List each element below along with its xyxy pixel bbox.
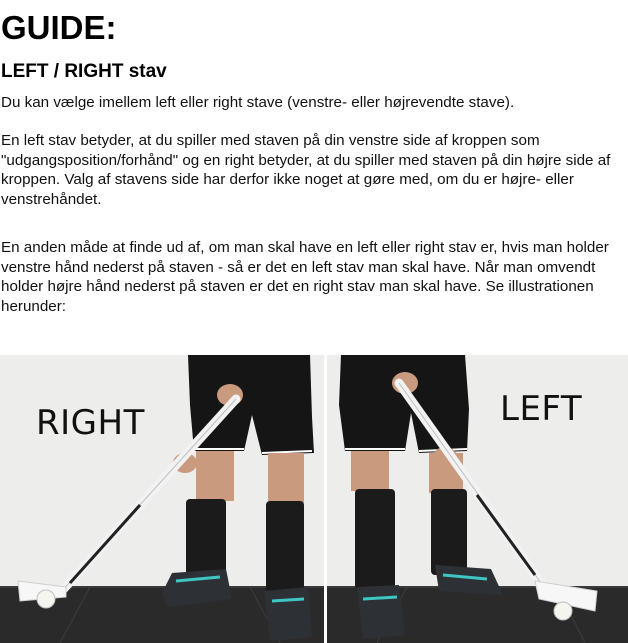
section-subtitle: LEFT / RIGHT stav	[1, 61, 167, 82]
shoe-left	[357, 585, 405, 639]
stick-illustration	[0, 355, 628, 643]
sock-left	[186, 499, 226, 579]
label-right: RIGHT	[36, 403, 145, 443]
leg-right	[268, 453, 304, 503]
sock-left	[355, 489, 395, 589]
photo-right-stick-drawing	[0, 355, 324, 643]
paragraph-hand-rule: En anden måde at finde ud af, om man skal have en left eller right stav er, hvis man holder venstre hånd nederst på staven - så er det en left stav man skal have. Når man omvendt holder højre hånd nederst på staven er det en right stav man skal have. Se illustrationen herunder:	[1, 239, 609, 315]
shorts	[339, 355, 469, 453]
photo-left-stick-drawing	[327, 355, 628, 643]
photo-right-stick	[0, 355, 324, 643]
paragraph-explanation: En left stav betyder, at du spiller med staven på din venstre side af kroppen som "udgangsposition/forhånd" og en right betyder, at du spiller med staven på din højre side af kroppen. Valg af stavens side har derfor ikke noget at gøre med, om du er højre- eller venstrehåndet.	[1, 132, 611, 208]
label-left: LEFT	[500, 389, 583, 429]
sock-right	[431, 489, 467, 575]
floorball	[554, 602, 572, 620]
sock-right	[266, 501, 304, 593]
floorball	[37, 590, 55, 608]
photo-left-stick	[327, 355, 628, 643]
page-title: GUIDE:	[1, 9, 117, 46]
shoe-right	[264, 587, 312, 641]
leg-left	[196, 451, 234, 501]
leg-left	[351, 451, 389, 491]
paragraph-intro: Du kan vælge imellem left eller right stave (venstre- eller højrevendte stave).	[1, 94, 515, 111]
